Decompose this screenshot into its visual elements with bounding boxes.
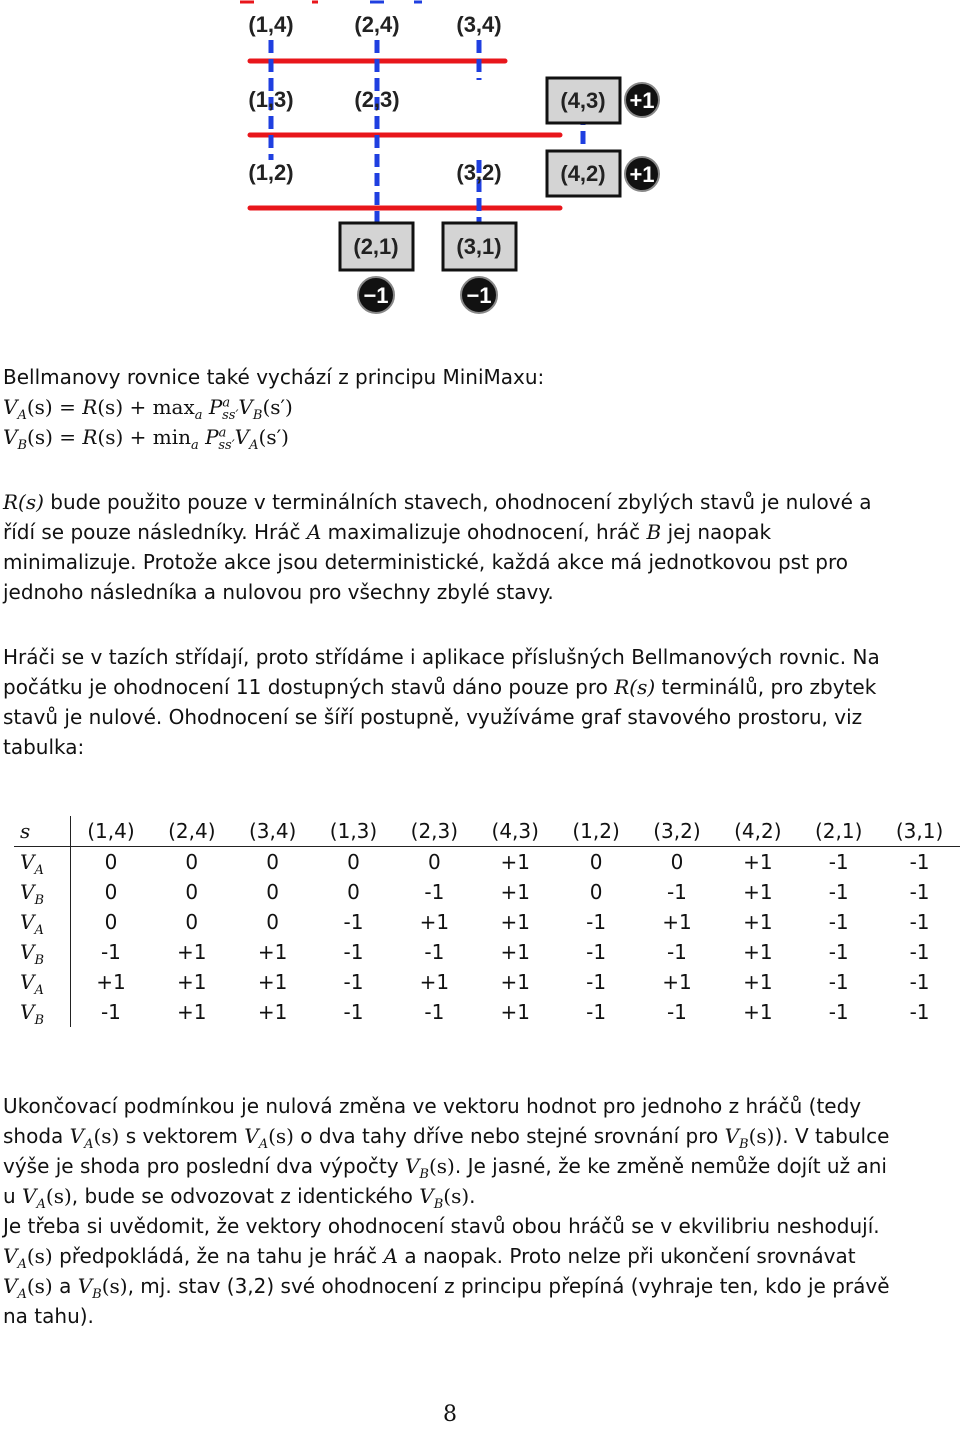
table-cell: -1: [828, 910, 849, 934]
table-column-header: (2,4): [151, 816, 232, 847]
reward-4-3: +1: [629, 88, 655, 113]
table-cell: -1: [424, 880, 445, 904]
table-cell: +1: [96, 970, 126, 994]
table-cell: -1: [424, 940, 445, 964]
table-cell: +1: [743, 850, 773, 874]
table-column-header: (3,1): [879, 816, 960, 847]
table-header-row: [14, 816, 960, 847]
equation-va: $V_A(s) = R(s) + \max_a P^a_{ss'}V_B(s')$: [3, 395, 293, 423]
table-cell: 0: [428, 850, 441, 874]
table-cell: +1: [257, 940, 288, 964]
node-4-3: (4,3): [560, 88, 606, 113]
table-column-header: (1,4): [70, 816, 151, 847]
table-cell: -1: [828, 850, 849, 874]
state-space-diagram: [0, 0, 960, 330]
table-cell: -1: [909, 880, 930, 904]
paragraph-alternation: Hráči se v tazích střídají, proto střídáme i aplikace příslušných Bellmanových rovnic. Na počátku je ohodnocení 11 dostupných stavů dáno pouze pro R(s) terminálů, pro zbytek stavů je nulové. Ohodnocení se šíří postupně, využíváme graf stavového prostoru, viz tabulka:: [3, 645, 880, 759]
table-row: [14, 877, 960, 907]
table-cell: -1: [343, 940, 364, 964]
equation-vb: $V_B(s) = R(s) + \min_a P^a_{ss'}V_A(s')$: [3, 425, 289, 453]
table-cell: +1: [419, 970, 450, 994]
table-cell: -1: [828, 880, 849, 904]
node-3-1: (3,1): [456, 234, 502, 259]
node-2-4: (2,4): [354, 12, 400, 37]
table-cell: 0: [670, 850, 684, 874]
table-row: [14, 847, 960, 878]
paragraph-reward: R(s) bude použito pouze v terminálních stavech, ohodnocení zbylých stavů je nulové a řídí se pouze následníky. Hráč A maximalizuje ohodnocení, hráč B jej naopak minimalizuje. Protože akce jsou deterministické, každá akce má jednotkovou pst pro jednoho následníka a nulovou pro všechny zbylé stavy.: [3, 490, 872, 604]
node-2-3: (2,3): [354, 87, 400, 112]
table-cell: -1: [586, 910, 607, 934]
table-cell: 0: [589, 880, 603, 904]
table-cell: +1: [500, 880, 530, 904]
node-3-4: (3,4): [456, 12, 502, 37]
table-header-label: s: [14, 816, 70, 847]
table-cell: -1: [909, 1000, 930, 1024]
table-cell: 0: [266, 880, 280, 904]
table-cell: -1: [343, 970, 364, 994]
table-cell: 0: [589, 850, 603, 874]
table-cell: -1: [909, 940, 930, 964]
table-cell: +1: [743, 940, 773, 964]
value-iteration-table: [14, 816, 960, 1027]
table-cell: -1: [424, 1000, 445, 1024]
table-cell: -1: [666, 1000, 687, 1024]
table-row: [14, 907, 960, 937]
table-cell: +1: [743, 880, 773, 904]
table-cell: -1: [586, 1000, 607, 1024]
table-row-label: $V_B$: [14, 937, 70, 967]
table-cell: 0: [347, 850, 360, 874]
table-cell: -1: [100, 1000, 121, 1024]
reward-2-1: −1: [363, 283, 389, 308]
intro-text: Bellmanovy rovnice také vychází z principu MiniMaxu: $V_A(s) = R(s) + \max_a P^a_{ss'}V_B(s')$ $V_B(s) = R(s) + \min_a P^a_{ss'}V_A(s')$: [3, 365, 545, 453]
table-cell: +1: [500, 940, 530, 964]
red-edges: [250, 61, 560, 208]
table-cell: +1: [500, 970, 530, 994]
table-cell: -1: [666, 880, 687, 904]
table-cell: +1: [743, 970, 773, 994]
table-cell: +1: [257, 970, 288, 994]
table-cell: -1: [828, 1000, 849, 1024]
table-cell: +1: [743, 1000, 773, 1024]
table-cell: -1: [586, 970, 607, 994]
table-column-header: (2,1): [798, 816, 879, 847]
table-column-header: (1,3): [313, 816, 394, 847]
table-column-header: (3,2): [637, 816, 718, 847]
table-cell: 0: [104, 880, 118, 904]
node-4-2: (4,2): [560, 161, 606, 186]
table-cell: +1: [500, 850, 530, 874]
table-column-header: (3,4): [232, 816, 313, 847]
table-column-header: (2,3): [394, 816, 475, 847]
table-row: [14, 997, 960, 1027]
table-row: [14, 937, 960, 967]
table-cell: +1: [257, 1000, 288, 1024]
table-row: [14, 967, 960, 997]
table-cell: 0: [266, 850, 280, 874]
table-cell: -1: [666, 940, 687, 964]
table-cell: +1: [743, 910, 773, 934]
table-column-header: (4,2): [717, 816, 798, 847]
table-row-label: $V_A$: [14, 967, 70, 997]
node-1-4: (1,4): [248, 12, 294, 37]
table-cell: 0: [185, 910, 199, 934]
table-cell: +1: [500, 910, 530, 934]
table-cell: +1: [177, 940, 207, 964]
table-cell: 0: [266, 910, 280, 934]
table-body: [14, 847, 960, 1028]
table-cell: -1: [909, 910, 930, 934]
reward-3-1: −1: [466, 283, 492, 308]
table-cell: -1: [909, 970, 930, 994]
table-cell: +1: [177, 970, 207, 994]
node-3-2: (3,2): [456, 160, 502, 185]
table-cell: -1: [343, 1000, 364, 1024]
table-cell: -1: [100, 940, 121, 964]
reward-4-2: +1: [629, 162, 655, 187]
table-cell: -1: [828, 940, 849, 964]
table-cell: 0: [104, 910, 118, 934]
table-cell: -1: [909, 850, 930, 874]
node-1-2: (1,2): [248, 160, 294, 185]
paragraph-termination: Ukončovací podmínkou je nulová změna ve vektoru hodnot pro jednoho z hráčů (tedy shoda $V_A(s)$ s vektorem $V_A(s)$ o dva tahy dříve nebo stejné srovnání pro $V_B(s)$). V tabulce výše je shoda pro poslední dva výpočty $V_B(s)$. Je jasné, že ke změně nemůže dojít už ani u $V_A(s)$, bude se odvozovat z identického $V_B(s)$.: [3, 1094, 890, 1212]
table-cell: 0: [347, 880, 360, 904]
table-row-label: $V_A$: [14, 847, 70, 878]
table-cell: +1: [177, 1000, 207, 1024]
paragraph-equilibrium: Je třeba si uvědomit, že vektory ohodnocení stavů obou hráčů se v ekvilibriu neshodují. $V_A(s)$ předpokládá, že na tahu je hráč A a naopak. Proto nelze při ukončení srovnávat $V_A(s)$ a $V_B(s)$, mj. stav (3,2) své ohodnocení z principu přepíná (vyhraje ten, kdo je právě na tahu).: [3, 1214, 890, 1328]
page-number: 8: [443, 1402, 457, 1427]
table-row-label: $V_B$: [14, 877, 70, 907]
table-cell: -1: [586, 940, 607, 964]
table-column-header: (1,2): [556, 816, 637, 847]
node-2-1: (2,1): [353, 234, 399, 259]
table-cell: 0: [185, 880, 199, 904]
table-cell: +1: [419, 910, 450, 934]
table-cell: +1: [662, 910, 692, 934]
table-cell: 0: [185, 850, 199, 874]
node-1-3: (1,3): [248, 87, 294, 112]
table-cell: -1: [828, 970, 849, 994]
table-row-label: $V_A$: [14, 907, 70, 937]
table-cell: -1: [343, 910, 364, 934]
table-column-header: (4,3): [475, 816, 556, 847]
table-row-label: $V_B$: [14, 997, 70, 1027]
table-cell: 0: [104, 850, 118, 874]
table-cell: +1: [662, 970, 692, 994]
table-cell: +1: [500, 1000, 530, 1024]
